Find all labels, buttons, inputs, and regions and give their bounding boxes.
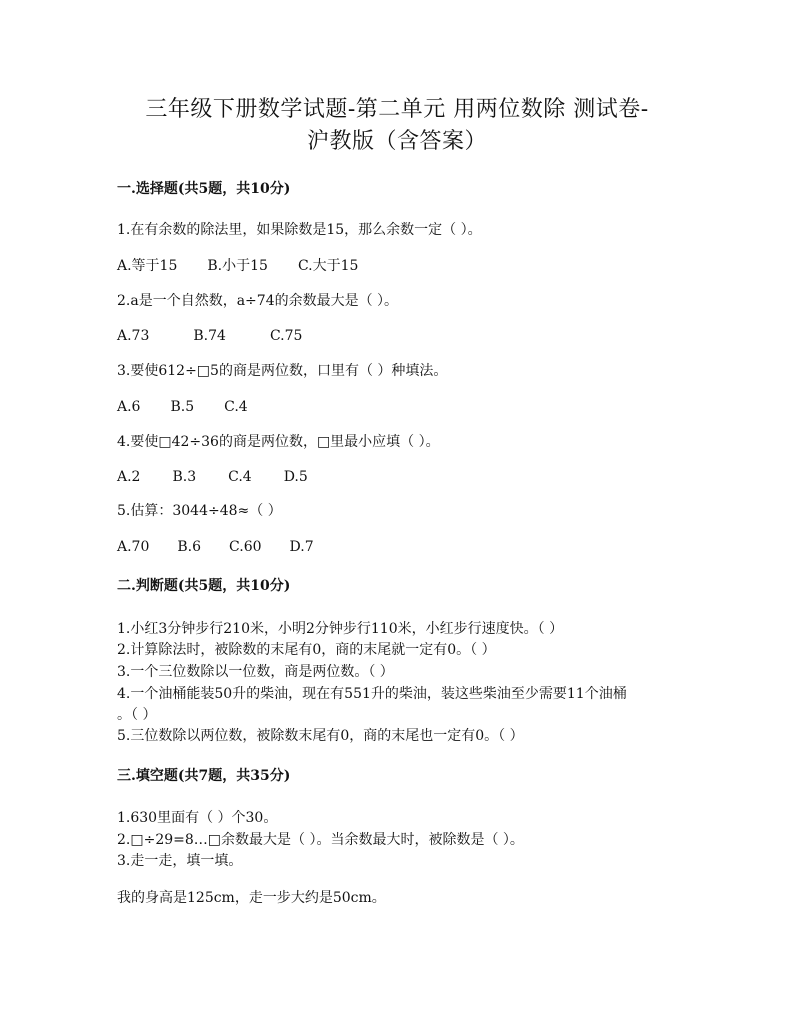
document-title-line-1: 三年级下册数学试题-第二单元 用两位数除 测试卷- [145,97,649,122]
document-title-line-2: 沪教版（含答案） [306,129,487,154]
fill-blank-note: 我的身高是125cm，走一步大约是50cm。 [117,890,386,906]
option-b: B.小于15 [207,258,268,274]
question-1-options [117,256,388,276]
option-c: C.60 [229,539,262,555]
judgement-item-4: 4.一个油桶能装50升的柴油，现在有551升的柴油，装这些柴油至少需要11个油桶 [117,686,627,702]
option-a: A.6 [117,399,141,415]
judgement-item-5: 5.三位数除以两位数，被除数末尾有0，商的末尾也一定有0。（ ） [117,728,524,744]
question-5: 5.估算：3044÷48≈（ ） [117,503,282,519]
option-a: A.等于15 [117,258,178,274]
question-1: 1.在有余数的除法里，如果除数是15，那么余数一定（ ）。 [117,222,482,238]
fill-blank-item-3: 3.走一走，填一填。 [117,853,243,869]
section-heading-choice: 一.选择题(共5题，共10分) [117,181,291,197]
option-d: D.7 [289,539,314,555]
question-4: 4.要使□42÷36的商是两位数，□里最小应填（ ）。 [117,434,440,450]
judgement-item-2: 2.计算除法时，被除数的末尾有0，商的末尾就一定有0。（ ） [117,642,496,658]
question-5-options [117,537,342,557]
judgement-item-3: 3.一个三位数除以一位数，商是两位数。（ ） [117,664,394,680]
option-d: D.5 [283,469,308,485]
option-a: A.70 [117,539,150,555]
question-3: 3.要使612÷□5的商是两位数，口里有（ ）种填法。 [117,363,448,379]
option-c: C.4 [224,399,248,415]
question-3-options [117,397,278,417]
section-heading-judgement: 二.判断题(共5题，共10分) [117,578,291,594]
option-c: C.4 [228,469,252,485]
option-c: C.75 [269,328,303,344]
option-b: B.5 [170,399,195,415]
option-a: A.73 [117,328,150,344]
judgement-item-4-continued: 。（ ） [117,707,157,723]
question-4-options [117,467,340,487]
judgement-item-1: 1.小红3分钟步行210米，小明2分钟步行110米，小红步行速度快。（ ） [117,621,564,637]
fill-blank-item-2: 2.□÷29=8…□余数最大是（ ）。当余数最大时，被除数是（ ）。 [117,832,524,848]
option-c: C.大于15 [297,258,359,274]
option-a: A.2 [117,469,141,485]
option-b: B.6 [177,539,202,555]
option-b: B.74 [193,328,226,344]
option-b: B.3 [172,469,197,485]
section-heading-fill-blank: 三.填空题(共7题，共35分) [117,768,291,784]
fill-blank-item-1: 1.630里面有（ ）个30。 [117,810,278,826]
question-2: 2.a是一个自然数，a÷74的余数最大是（ ）。 [117,293,399,309]
question-2-options [117,326,346,346]
